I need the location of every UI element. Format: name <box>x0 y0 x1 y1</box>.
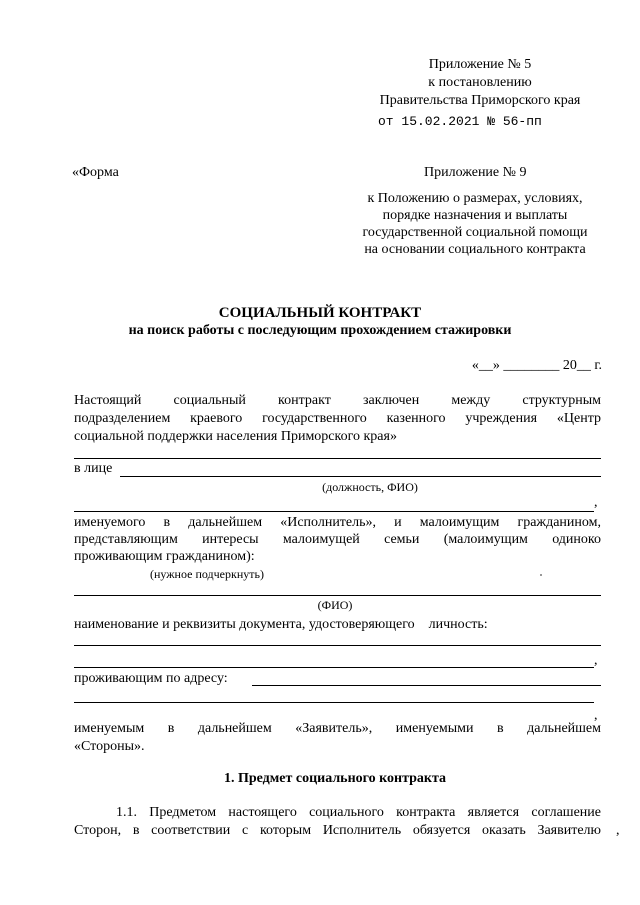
fio-blank-line <box>74 595 601 596</box>
annex9-line1: к Положению о размерах, условиях, <box>367 191 583 206</box>
fio-hint: (ФИО) <box>317 598 353 612</box>
document-title: СОЦИАЛЬНЫЙ КОНТРАКТ <box>218 305 422 321</box>
annex5-title: Приложение № 5 <box>428 57 532 72</box>
in-person-label: в лице <box>74 461 113 476</box>
annex5-line3: Правительства Приморского края <box>379 93 581 108</box>
id-document-blank-line <box>74 645 601 646</box>
blank-line <box>74 458 601 459</box>
representative-blank-line-2 <box>74 511 594 512</box>
section1-title: 1. Предмет социального контракта <box>223 771 447 786</box>
trailing-mark: , <box>616 823 620 838</box>
annex9-line2: порядке назначения и выплаты <box>382 208 568 223</box>
address-blank-line-2 <box>74 702 594 703</box>
executor-line2: представляющим интересы малоимущей семьи (малоимущим одиноко <box>74 532 601 547</box>
address-blank-line <box>252 685 601 686</box>
intro-line1: Настоящий социальный контракт заключен между структурным <box>74 393 601 408</box>
executor-line3: проживающим гражданином): <box>74 549 255 564</box>
underline-hint: (нужное подчеркнуть) <box>150 567 264 581</box>
intro-line3: социальной поддержки населения Приморского края» <box>74 429 397 444</box>
clause-1-1-line2: Сторон, в соответствии с которым Исполнитель обязуется оказать Заявителю <box>74 823 601 838</box>
representative-blank-line <box>120 476 601 477</box>
scan-speck <box>540 574 542 576</box>
annex5-date-number: от 15.02.2021 № 56-пп <box>378 114 542 129</box>
id-document-blank-line-2 <box>74 667 594 668</box>
applicant-line1: именуемым в дальнейшем «Заявитель», именуемыми в дальнейшем <box>74 721 601 736</box>
executor-line1: именуемого в дальнейшем «Исполнитель», и малоимущим гражданином, <box>74 515 601 530</box>
comma-mark: , <box>594 653 598 668</box>
annex9-title: Приложение № 9 <box>424 165 527 180</box>
date-line: «__» ________ 20__ г. <box>471 358 602 373</box>
position-fio-hint: (должность, ФИО) <box>322 480 418 494</box>
annex9-line4: на основании социального контракта <box>364 242 586 257</box>
comma-mark: , <box>594 708 598 723</box>
annex5-line2: к постановлению <box>428 75 532 90</box>
comma-mark: , <box>594 495 598 510</box>
annex9-line3: государственной социальной помощи <box>362 225 588 240</box>
id-document-label: наименование и реквизиты документа, удостоверяющего личность: <box>74 617 488 632</box>
form-label: «Форма <box>72 165 119 180</box>
address-label: проживающим по адресу: <box>74 671 228 686</box>
applicant-line2: «Стороны». <box>74 739 145 754</box>
document-subtitle: на поиск работы с последующим прохождением стажировки <box>128 323 512 338</box>
clause-1-1-line1: 1.1. Предметом настоящего социального контракта является соглашение <box>116 805 601 820</box>
intro-line2: подразделением краевого государственного казенного учреждения «Центр <box>74 411 601 426</box>
